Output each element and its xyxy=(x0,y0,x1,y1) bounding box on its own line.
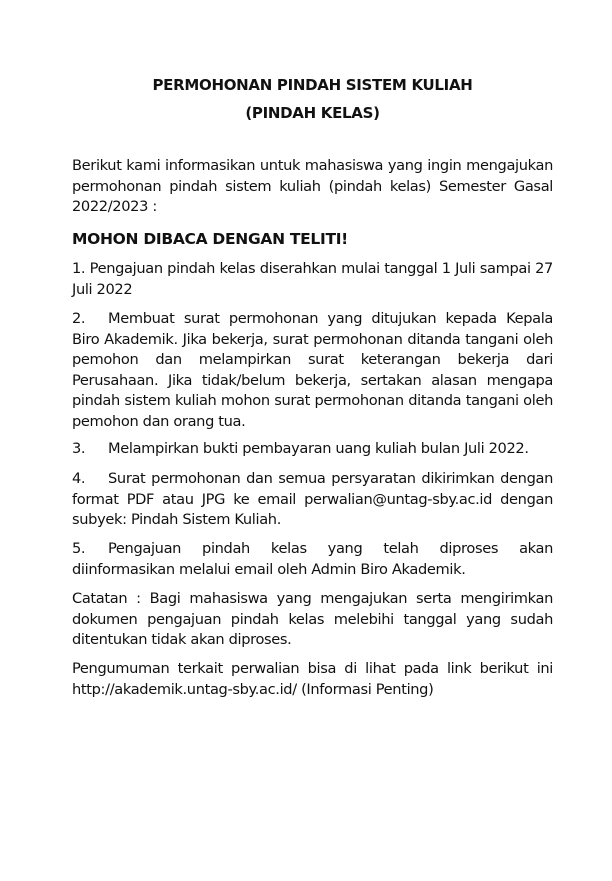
item-text: Membuat surat permohonan yang ditujukan kepada Kepala Biro Akademik. Jika bekerja, surat permohonan ditanda tangani oleh pemohon dan melampirkan surat keterangan bekerja dari Perusahaan. Jika tidak/belum bekerja, sertakan alasan mengapa pindah sistem kuliah mohon surat permohonan ditanda tangani oleh pemohon dan orang tua. xyxy=(72,310,553,430)
announcement-paragraph: Pengumuman terkait perwalian bisa di lihat pada link berikut ini http://akademik.untag-sby.ac.id/ (Informasi Penting) xyxy=(72,660,553,698)
list-item-2 xyxy=(72,309,553,432)
list-item-3 xyxy=(72,439,553,460)
item-number: 5. xyxy=(72,540,86,557)
item-text: Pengajuan pindah kelas diserahkan mulai tanggal 1 Juli sampai 27 Juli 2022 xyxy=(72,260,553,298)
document-subtitle: (PINDAH KELAS) xyxy=(245,104,380,122)
document-title: PERMOHONAN PINDAH SISTEM KULIAH xyxy=(152,76,473,94)
intro-paragraph: Berikut kami informasikan untuk mahasiswa yang ingin mengajukan permohonan pindah sistem kuliah (pindah kelas) Semester Gasal 2022/2023 : xyxy=(72,157,553,215)
item-text: Surat permohonan dan semua persyaratan dikirimkan dengan format PDF atau JPG ke email perwalian@untag-sby.ac.id dengan subyek: Pindah Sistem Kuliah. xyxy=(72,470,553,528)
item-number: 3. xyxy=(72,440,86,457)
list-item-1 xyxy=(72,259,553,300)
note-paragraph: Catatan : Bagi mahasiswa yang mengajukan serta mengirimkan dokumen pengajuan pindah kelas melebihi tanggal yang sudah ditentukan tidak akan diproses. xyxy=(72,590,553,648)
item-text: Melampirkan bukti pembayaran uang kuliah bulan Juli 2022. xyxy=(108,440,529,457)
item-number: 2. xyxy=(72,310,86,327)
warning-heading: MOHON DIBACA DENGAN TELITI! xyxy=(72,230,348,248)
list-item-5 xyxy=(72,539,553,580)
list-item-4 xyxy=(72,469,553,531)
item-number: 1. xyxy=(72,260,86,277)
item-number: 4. xyxy=(72,470,86,487)
item-text: Pengajuan pindah kelas yang telah diproses akan diinformasikan melalui email oleh Admin Biro Akademik. xyxy=(72,540,553,578)
